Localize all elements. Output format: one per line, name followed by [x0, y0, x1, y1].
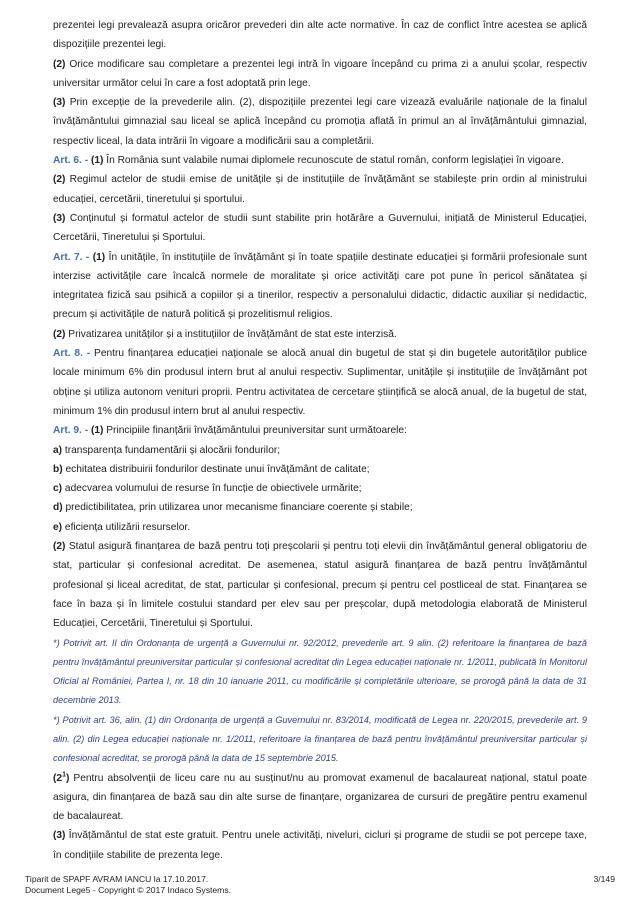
paragraph-point: $(2^1)$ Pentru absolvenții de liceu care nu au susținut/nu au promovat examenul de bacalaureat național, statul poate asigura, din finanțarea de bază sau din alte surse de finanțare, organizarea de cursuri de pregătire pentru examenul de bacalaureat.: [53, 771, 588, 823]
article-link[interactable]: Art. 6. -: [53, 155, 89, 167]
point-number: (2): [53, 328, 66, 340]
footnote: *) Potrivit art. 36, alin. (1) din Ordonanța de urgență a Guvernului nr. 83/2014, modificată de Legea nr. 220/2015, prevederile art. 9 alin. (2) din Legea educației naționale nr. 1/2011, referitoare la finanțarea de bază pentru învățământul preuniversitar particular și confesional acreditat, se prorogă până la data de 15 septembrie 2015.: [53, 714, 587, 764]
article-link[interactable]: Art. 9. -: [53, 425, 89, 437]
document-body: [53, 16, 587, 865]
paragraph-point: (2) Statul asigură finanțarea de bază pentru toți preșcolarii și pentru toți elevii din învățământul general obligatoriu de stat, particular și confesional acreditat. De asemenea, statul asigură finanțarea de bază pentru învățământul profesional și liceal acreditat, de stat, particular și confesional, precum și pentru cel postliceal de stat. Finanțarea se face în baza și în limitele costului standard per elev sau per preșcolar, după metodologia elaborată de Ministerul Educației, Cercetării, Tineretului și Sportului.: [53, 541, 587, 630]
article-9: Art. 9. - (1) Principiile finanțării învățământului preuniversitar sunt următoarele:: [53, 425, 407, 437]
point-number: (3): [53, 830, 66, 842]
article-7: Art. 7. - (1) În unitățile, în instituțiile de învățământ și în toate spațiile destinate educației și formării profesionale sunt interzise activitățile care încalcă normele de moralitate și orice activități care pot pune în pericol sănătatea și integritatea fizică sau psihică a copiilor și a tinerilor, respectiv a personalului didactic, didactic auxiliar și nedidactic, precum și activitățile de natură politică și prozelitismul religios.: [53, 251, 587, 321]
point-number: (2): [53, 541, 66, 553]
footnote: *) Potrivit art. II din Ordonanța de urgență a Guvernului nr. 92/2012, prevederile art. 9 alin. (2) referitoare la finanțarea de bază pentru învățământul preuniversitar particular și confesional acreditat din Legea educației naționale nr. 1/2011, publicată în Monitorul Oficial al României, Partea I, nr. 18 din 10 ianuarie 2011, cu modificările și completările ulterioare, se prorogă până la data de 31 decembrie 2013.: [53, 637, 587, 706]
point-number: $(2^1)$: [53, 771, 70, 784]
paragraph-point: (3) Învățământul de stat este gratuit. Pentru unele activități, niveluri, cicluri și programe de studii se pot percepe taxe, în condițiile stabilite de prezenta lege.: [53, 830, 587, 861]
list-item: b) echitatea distribuirii fondurilor destinate unui învățământ de calitate;: [53, 463, 370, 475]
page-footer: [25, 874, 615, 895]
paragraph-point: (2) Regimul actelor de studii emise de unitățile și de instituțiile de învățământ se stabilește prin ordin al ministrului educației, cercetării, tineretului și sportului.: [53, 174, 587, 205]
page-number: 3/149: [593, 874, 615, 884]
list-item: c) adecvarea volumului de resurse în funcție de obiectivele urmărite;: [53, 483, 362, 495]
article-link[interactable]: Art. 8. -: [53, 348, 91, 360]
point-letter: a): [53, 444, 63, 456]
article-8: Art. 8. - Pentru finanțarea educației naționale se alocă anual din bugetul de stat și din bugetele autorităților publice locale minimum 6% din produsul intern brut al anului respectiv. Suplimentar, unitățile și instituțiile de învățământ pot obține și utiliza autonom venituri proprii. Pentru activitatea de cercetare științifică se alocă anual, de la bugetul de stat, minimum 1% din produsul intern brut al anului respectiv.: [53, 348, 587, 417]
paragraph-continuation: prezentei legi prevalează asupra oricăror prevederi din alte acte normative. În caz de conflict între acestea se aplică dispozițiile prezentei legi.: [53, 20, 587, 51]
article-6: Art. 6. - (1) În România sunt valabile numai diplomele recunoscute de statul român, conform legislației în vigoare.: [53, 155, 564, 167]
list-item: a) transparența fundamentării și alocării fondurilor;: [53, 444, 281, 456]
paragraph-point: (3) Prin excepție de la prevederile alin. (2), dispozițiile prezentei legi care vizează evaluările naționale de la finalul învățământului gimnazial sau liceal se aplică începând cu promoția aflată în primul an al învățământului gimnazial, respectiv liceal, la data intrării în vigoare a modificării sau a completării.: [53, 97, 587, 147]
point-number: (2): [53, 58, 66, 70]
paragraph-point: (2) Orice modificare sau completare a prezentei legi intră în vigoare începând cu prima zi a anului școlar, respectiv universitar următor celui în care a fost adoptată prin lege.: [53, 58, 587, 89]
point-letter: c): [53, 483, 63, 495]
print-info: Tiparit de SPAPF AVRAM IANCU la 17.10.2017.: [25, 874, 209, 884]
paragraph-point: (2) Privatizarea unităților și a instituțiilor de învățământ de stat este interzisă.: [53, 328, 397, 340]
point-number: (2): [53, 174, 66, 186]
list-item: d) predictibilitatea, prin utilizarea unor mecanisme financiare coerente și stabile;: [53, 502, 413, 514]
copyright: Document Lege5 - Copyright © 2017 Indaco Systems.: [25, 884, 232, 895]
point-letter: e): [53, 521, 63, 533]
point-letter: d): [53, 502, 63, 514]
point-number: (3): [53, 212, 66, 224]
paragraph-point: (3) Conținutul și formatul actelor de studii sunt stabilite prin hotărâre a Guvernului, inițiată de Ministerul Educației, Cercetării, Tineretului și Sportului.: [53, 212, 587, 244]
list-item: e) eficiența utilizării resurselor.: [53, 521, 191, 533]
point-letter: b): [53, 463, 63, 475]
point-number: (3): [53, 97, 66, 109]
article-link[interactable]: Art. 7. -: [53, 251, 90, 263]
